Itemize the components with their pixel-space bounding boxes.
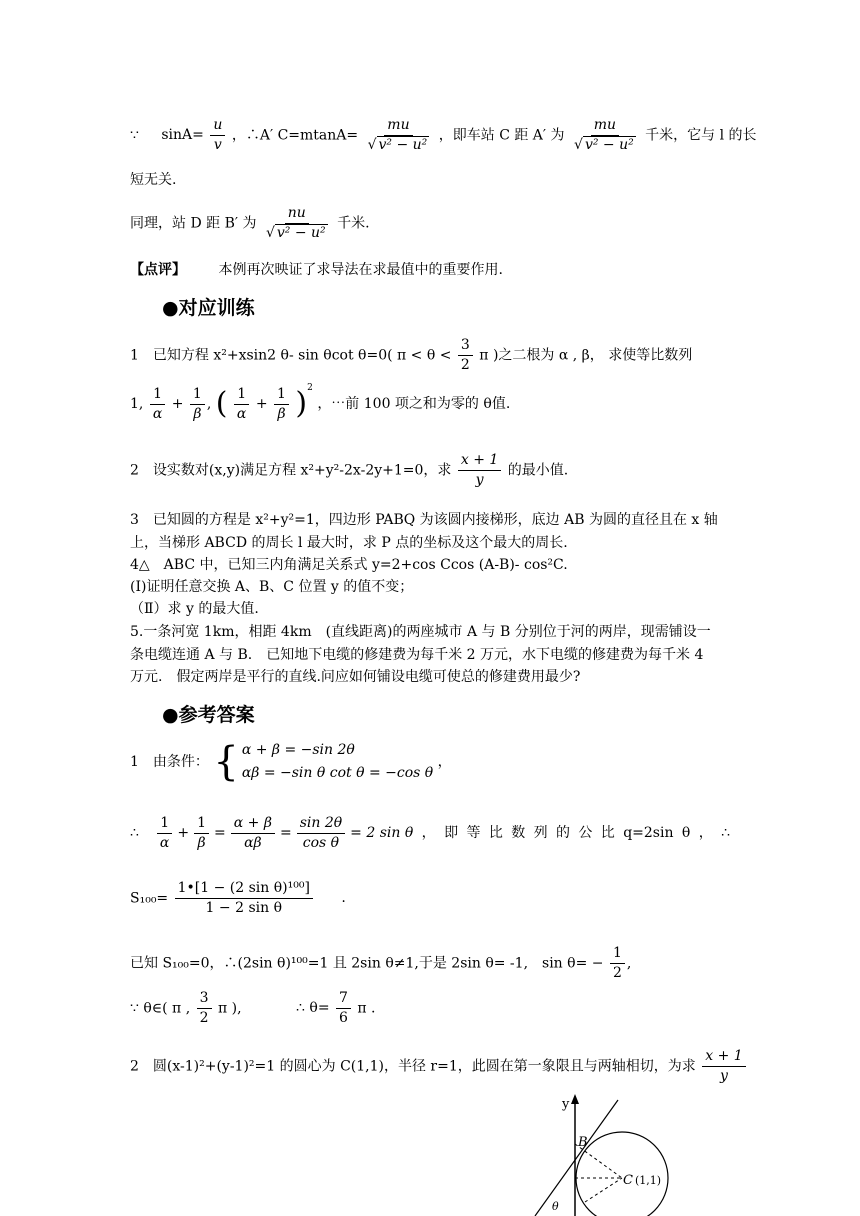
station-c-text: ，即车站 C 距 A′ 为 <box>438 127 565 144</box>
heading-training: ●对应训练 <box>162 297 255 319</box>
comment <box>130 262 503 279</box>
tan-expression: ，∴A′ C=mtanA= <box>231 127 359 144</box>
intro-line-3: 同理，站 D 距 B′ 为 $\frac{nu}{\text{√ v² − u²}}$ 千米. <box>130 205 370 241</box>
intro-line-2: 短无关. <box>130 172 177 188</box>
mu-fraction-2: $\frac{mu}{\text{√ v² − u²}}$ <box>574 117 634 153</box>
y-axis-arrow-icon <box>571 1094 579 1104</box>
problem-5-line-2: 条电缆连通 A 与 B. 已知地下电缆的修建费为每千米 2 万元，水下电缆的修建费为每千米 4 <box>130 647 704 663</box>
u-over-v-fraction: $\frac{u}{v}$ <box>210 117 225 154</box>
problem-3-line-2: 上，当梯形 ABCD 的周长 l 最大时，求 P 点的坐标及这个最大的周长. <box>130 535 568 551</box>
theta-label: θ <box>552 1200 559 1213</box>
nu-fraction: $\frac{nu}{\text{√ v² − u²}}$ <box>265 205 326 241</box>
comment-text: 本例再次映证了求导法在求最值中的重要作用. <box>218 262 503 278</box>
problem-4-line-3: （Ⅱ）求 y 的最大值. <box>130 601 259 617</box>
system-eq-1: α + β = −sin 2θ <box>241 742 355 759</box>
tangent-line <box>535 1100 618 1216</box>
comment-label: 【点评】 <box>130 262 186 278</box>
radius-to-tangent <box>585 1178 622 1202</box>
system-eq-2: αβ = −sin θ cot θ = −cos θ <box>241 765 434 781</box>
x-plus-1-over-y: $\frac{x + 1}{y}$ <box>458 452 501 489</box>
y-axis-label: y <box>562 1097 570 1112</box>
problem-5-line-3: 万元. 假定两岸是平行的直线.问应如何铺设电缆可使总的修建费用最少? <box>130 669 581 685</box>
point-C-coord: (1,1) <box>635 1174 662 1187</box>
point-B-label: B <box>578 1135 588 1150</box>
heading-answers: ●参考答案 <box>162 704 255 726</box>
known-line: 已知 S₁₀₀=0，∴(2sin θ)¹⁰⁰=1 且 2sin θ≠1,于是 2sin θ= -1, sin θ= − $\frac{1}{2}$ , <box>130 945 632 981</box>
point-C-label: C <box>623 1173 633 1188</box>
s100-formula: S₁₀₀= $\frac{\text{1•[1 − (2 sin θ)¹⁰⁰]}}{\text{1 − 2 sin θ}}$ . <box>130 880 346 916</box>
problem-2: 2 设实数对(x,y)满足方程 x²+y²-2x-2y+1=0，求 $\frac{x + 1}{y}$ 的最小值. <box>130 452 569 488</box>
problem-4-line-1: 4△ ABC 中，已知三内角满足关系式 y=2+cos Ccos (A-B)- cos²C. <box>130 557 568 573</box>
problem-4-line-2: (Ⅰ)证明任意交换 A、B、C 位置 y 的值不变； <box>130 579 414 595</box>
intro-line-1 <box>130 117 757 154</box>
problem-3-line-1: 3 已知圆的方程是 x²+y²=1，四边形 PABQ 为该圆内接梯形，底边 AB 为圆的直径且在 x 轴 <box>130 512 718 528</box>
answer-1-system: 1 由条件： { α + β = −sin 2θ αβ = −sin θ cot θ = −cos θ ， <box>130 739 452 785</box>
circle-diagram <box>530 1092 680 1216</box>
problem-1-line-1: 1 已知方程 x²+xsin2 θ- sin θcot θ=0( π < θ < $\frac{3}{2}$ π )之二根为 α , β， 求使等比数列 <box>130 337 693 373</box>
three-halves-fraction: $\frac{3}{2}$ <box>458 337 473 374</box>
intro-tail-text: 千米，它与 l 的长 <box>645 127 757 144</box>
problem-5-line-1: 5.一条河宽 1km，相距 4km (直线距离)的两座城市 A 与 B 分别位于河的两岸，现需铺设一 <box>130 624 711 640</box>
sinA-text: sinA= <box>161 127 204 144</box>
because-symbol: ∵ <box>130 127 139 144</box>
mu-fraction: $\frac{mu}{\text{√ v² − u²}}$ <box>367 117 428 153</box>
answer-2: 2 圆(x-1)²+(y-1)²=1 的圆心为 C(1,1)，半径 r=1，此圆在第一象限且与两轴相切，为求 $\frac{x + 1}{y}$ <box>130 1048 748 1085</box>
ratio-line: ∴ $\frac{1}{\alpha}$ + $\frac{1}{\beta}$ = $\frac{\alpha + \beta}{\alpha\beta}$ = $\frac{\sin 2\theta}{\text{cos θ}}$ = 2 sin θ ， 即 等 比 数 列 的 公 比 q=2sin θ ， ∴ <box>130 815 730 851</box>
theta-line: ∵ θ∈( π , $\frac{3}{2}$ π ), ∴ θ= $\frac{7}{6}$ π . <box>130 990 376 1026</box>
problem-1-line-2: 1, $\frac{1}{\alpha}$ + $\frac{1}{\beta}$ , ( $\frac{1}{\alpha}$ + $\frac{1}{\beta}$ )$^2$ ，⋯前 100 项之和为零的 θ值. <box>130 383 511 422</box>
